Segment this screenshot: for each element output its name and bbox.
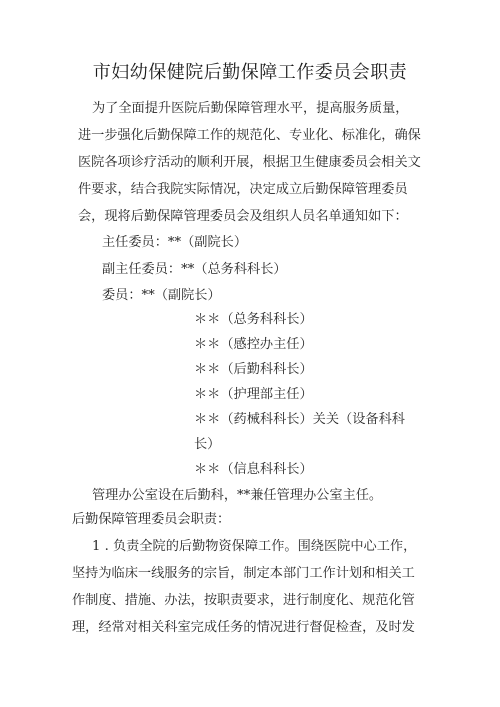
intro-line: 为了全面提升医院后勤保障管理水平，提高服务质量， [92,101,409,116]
role-deputy: 副主任委员：**（总务科科长） [102,262,287,277]
office-line: 管理办公室设在后勤科，**兼任管理办公室主任。 [92,488,383,503]
intro-line: 进一步强化后勤保障工作的规范化、专业化、标准化，确保 [78,128,421,143]
duty-line: 理，经常对相关科室完成任务的情况进行督促检查，及时发 [72,620,415,635]
member-item: 长） [194,437,221,452]
intro-line: 件要求，结合我院实际情况，决定成立后勤保障管理委员 [78,182,408,197]
member-item: ＊＊（后勤科科长） [194,362,313,377]
duties-heading: 后勤保障管理委员会职责： [72,512,231,527]
duty-line: 坚持为临床一线服务的宗旨，制定本部门工作计划和相关工 [72,566,415,581]
member-item: ＊＊（信息科科长） [194,462,313,477]
member-item: ＊＊（总务科科长） [194,312,313,327]
duty-line: 作制度、措施、办法，按职责要求，进行制度化、规范化管 [72,593,415,608]
role-director: 主任委员：**（副院长） [102,235,248,250]
duty-line: 1 . 负责全院的后勤物资保障工作。围绕医院中心工作， [92,539,417,554]
member-item: ＊＊（感控办主任） [194,337,313,352]
intro-line: 医院各项诊疗活动的顺利开展，根据卫生健康委员会相关文 [78,155,421,170]
member-item: ＊＊（药械科科长）关关（设备科科 [194,412,405,427]
intro-line: 会，现将后勤保障管理委员会及组织人员名单通知如下： [78,209,408,224]
document-title: 市妇幼保健院后勤保障工作委员会职责 [92,62,408,83]
member-item: ＊＊（护理部主任） [194,387,313,402]
role-members-label: 委员：**（副院长） [102,288,221,303]
